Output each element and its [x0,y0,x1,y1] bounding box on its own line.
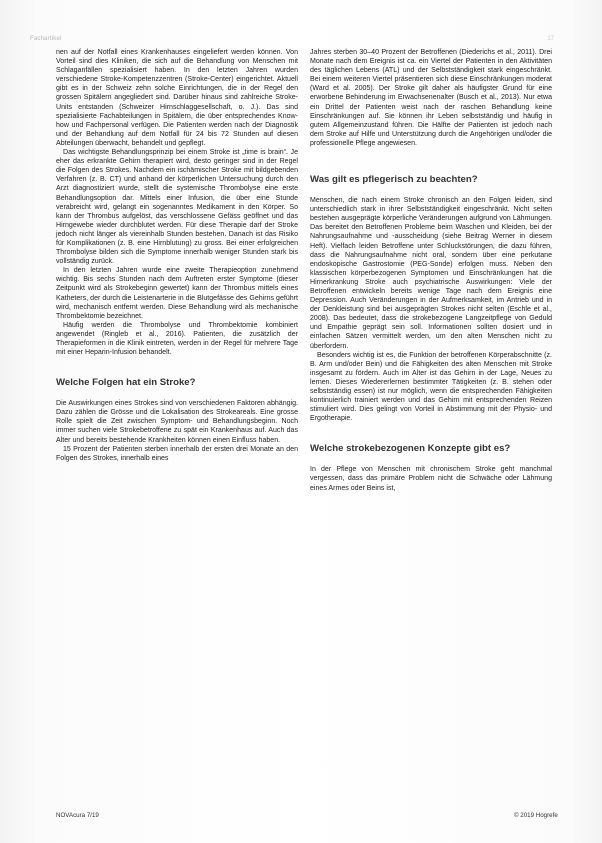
body-paragraph: In den letzten Jahren wurde eine zweite Therapieoption zunehmend wichtig. Bis sechs Stunden nach dem Auftreten erster Symptome (dieser Zeitpunkt wird als Strokebeginn gewertet) kann der Thrombus mittels eines Katheters, der durch die Leistenarterie in die Blutgefässe des Gehirns geführt wird, mechanisch entfernt werden. Diese Behandlung wird als mechanische Thrombektomie bezeichnet. [56,267,298,320]
body-paragraph: Die Auswirkungen eines Strokes sind von verschiedenen Faktoren abhängig. Dazu zählen die Grösse und die Lokalisation des Strokeareals. Eine grosse Rolle spielt die Zeit zwischen Symptom- und Behandlungsbeginn. Noch immer suchen viele Strokebetroffene zu spät ein Krankenhaus auf. Auch das Alter und bereits bestehende Krankheiten können einen Einfluss haben. [56,400,298,444]
body-paragraph: nen auf der Notfall eines Krankenhauses eingeliefert werden können. Von Vorteil sind dies Kliniken, die sich auf die Behandlung von Menschen mit Schlaganfällen spezialisiert haben. In den letzten Jahren wurden verschiedene Stroke-Kompetenzzentren (Stroke-Center) eingerichtet. Aktuell gibt es in der Schweiz zehn solche Einrichtungen, die in der Regel den grossen Spitälern angegliedert sind. Darüber hinaus sind zahlreiche Stroke-Units entstanden (Schweizer Hirnschlaggesellschaft, o. J.). Das sind spezialisierte Fachabteilungen in Spitälern, die über entsprechendes Know-how und Fachpersonal verfügen. Die Patienten werden nach der Diagnostik und der Behandlung auf dem Notfall für 24 bis 72 Stunden auf diesen Abteilungen überwacht, behandelt und gepflegt. [56,49,298,147]
body-paragraph: Das wichtigste Behandlungsprinzip bei einem Stroke ist „time is brain“. Je eher das erkrankte Gehirn therapiert wird, desto geringer sind in der Regel die Folgen des Strokes. Nachdem ein ischämischer Stroke mit bildgebenden Verfahren (z. B. CT) und anhand der körperlichen Untersuchung durch den Arzt diagnostiziert wurde, stellt die systemische Thrombolyse eine erste Behandlungsoption dar. Mittels einer Infusion, die über eine Stunde verabreicht wird, gelangt ein sogenanntes Medikament in den Körper. So kann der Thrombus aufgelöst, das verschlossene Gefäss geöffnet und das Hirngewebe wieder durchblutet werden. Für diese Therapie darf der Stroke jedoch nicht länger als viereinhalb Stunden bestehen. Danach ist das Risiko für Komplikationen (z. B. eine Hirnblutung) zu gross. Bei einer erfolgreichen Thrombolyse bilden sich die Symptome innerhalb weniger Stunden stark bis vollständig zurück. [56,149,298,266]
section-heading-folgen: Welche Folgen hat ein Stroke? [56,377,196,389]
body-paragraph: Menschen, die nach einem Stroke chronisch an den Folgen leiden, sind unterschiedlich stark in ihrer Selbstständigkeit eingeschränkt. Nicht selten bestehen ausgeprägte körperliche Veränderungen aufgrund von Lähmungen. Das bereitet den Betroffenen Probleme beim Waschen und Kleiden, bei der Nahrungsaufnahme und -ausscheidung (siehe Beitrag Werner in diesem Heft). Vielfach leiden Betroffene unter Schluckstörungen, die dazu führen, dass die Nahrungsaufnahme nicht oral, sondern über eine perkutane endoskopische Gastrostomie (PEG-Sonde) erfolgen muss. Neben den klassischen körperbezogenen Symptomen und Einschränkungen hat die Hirnerkrankung Stroke auch psychiatrische Auswirkungen: Viele der Betroffenen entwickeln bereits wenige Tage nach dem Ereignis eine Depression. Auch Veränderungen in der Aufmerksamkeit, im Antrieb und in der Denkleistung sind bei ausgeprägten Strokes nicht selten (Eschle et al., 2008). Das bedeutet, dass die strokebezogene Langzeitpflege von Geduld und Empathie geprägt sein soll. Informationen sollten dosiert und in einfachen Sätzen vermittelt werden, um den alten Menschen nicht zu überfordern. [310,197,552,350]
right-column [310,48,552,493]
left-column [56,48,298,463]
body-paragraph: In der Pflege von Menschen mit chronischem Stroke geht manchmal vergessen, dass das primäre Problem nicht die Schwäche oder Lähmung eines Armes oder Beins ist, [310,466,552,492]
body-paragraph: 15 Prozent der Patienten sterben innerhalb der ersten drei Monate an den Folgen des Strokes, innerhalb eines [56,445,298,462]
section-heading-pflege: Was gilt es pflegerisch zu beachten? [310,174,478,186]
body-paragraph: Jahres sterben 30–40 Prozent der Betroffenen (Diederichs et al., 2011). Drei Monate nach dem Ereignis ist ca. ein Viertel der Patienten in den Aktivitäten des täglichen Lebens (ATL) und der Selbstständigkeit stark eingeschränkt. Bei einem weiteren Viertel präsentieren sich diese Einschränkungen moderat (Ward et al. 2005). Der Stroke gilt daher als häufigster Grund für eine erworbene Behinderung im Erwachsenenalter (Busch et al., 2013). Nur etwa ein Drittel der Patienten weist nach der raschen Behandlung keine Einschränkungen auf. Sie können ihr Leben selbstständig und häufig in gutem Allgemeinzustand führen. Die Hälfte der Patienten ist jedoch nach dem Stroke auf Hilfe und Unterstützung durch die Angehörigen und/oder die professionelle Pflege angewiesen. [310,49,552,147]
page-corner-mark: 17 [547,36,554,42]
footer-issue: NOVAcura 7/19 [56,812,99,819]
running-header: Fachartikel [30,36,62,42]
section-heading-konzepte: Welche strokebezogenen Konzepte gibt es? [310,443,511,455]
body-paragraph: Häufig werden die Thrombolyse und Thrombektomie kombiniert angewendet (Ringleb et al., 2016). Patienten, die zusätzlich der Therapieformen in die Klinik eintreten, werden in der Regel für mehrere Tage mit einer Heparin-Infusion behandelt. [56,321,298,357]
footer-copyright: © 2019 Hogrefe [514,812,558,819]
body-paragraph: Besonders wichtig ist es, die Funktion der betroffenen Körperabschnitte (z. B. Arm und/oder Bein) und die Fähigkeiten des alten Menschen mit Stroke insgesamt zu fördern. Auch im Alter ist das Gehirn in der Lage, Neues zu lernen. Dieses Wiedererlernen bestimmter Tätigkeiten (z. B. stehen oder selbstständig essen) ist nur möglich, wenn die entsprechenden Fähigkeiten kontinuierlich trainiert werden und das Gehirn mit entsprechenden Reizen stimuliert wird. Dies gelingt von Vorteil in Abstimmung mit der Physio- und Ergotherapie. [310,351,552,423]
